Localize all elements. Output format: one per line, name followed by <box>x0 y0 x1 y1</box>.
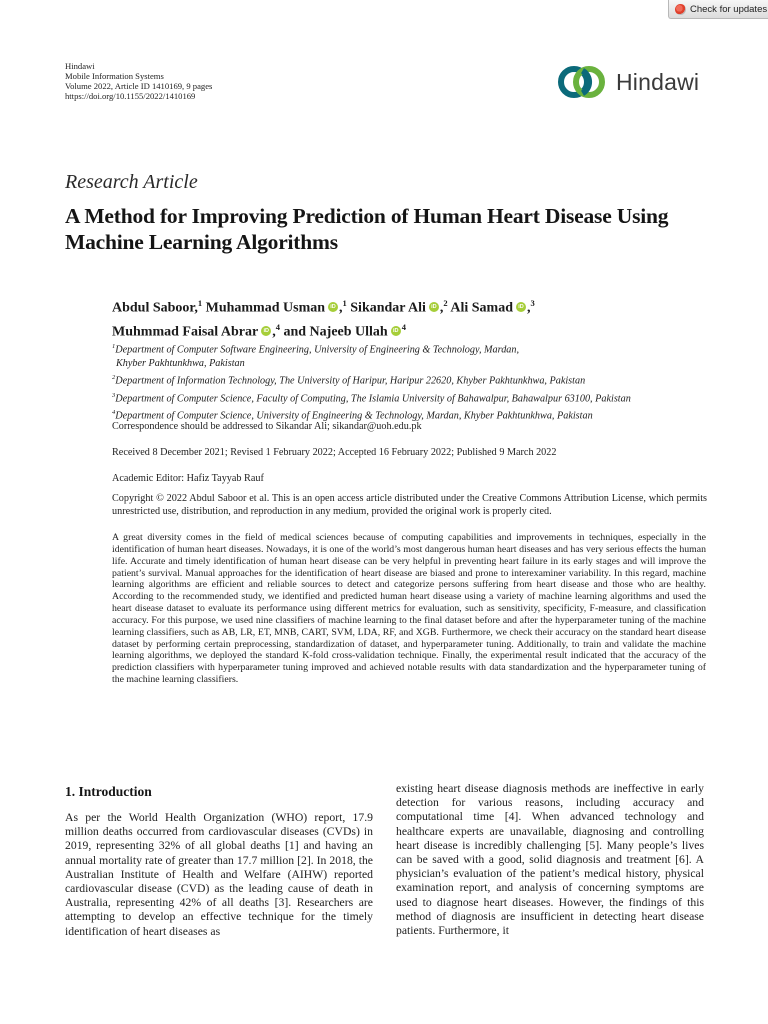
hindawi-logo-text: Hindawi <box>616 68 700 95</box>
orcid-icon[interactable] <box>328 302 338 312</box>
crossmark-icon <box>675 4 686 15</box>
copyright-notice: Copyright © 2022 Abdul Saboor et al. This is an open access article distributed under the Creative Commons Attribution License, which permits unrestricted use, distribution, and reproduction in any medium, provided the original work is properly cited. <box>112 493 707 517</box>
author-list: Abdul Saboor,$^1$ Muhammad UsmaniD ,$^1$ Sikandar AliiD ,$^2$ Ali SamadiD ,$^3$ Muhmmad Faisal AbrariD ,$^4$ and Najeeb UllahiD $^4$ <box>112 294 712 341</box>
affiliation-item <box>112 389 722 406</box>
author-affil-sup: 4 <box>401 321 406 332</box>
author-name[interactable]: and Najeeb Ullah <box>283 324 388 340</box>
orcid-icon[interactable] <box>516 302 526 312</box>
affiliation-number: 2 <box>112 374 116 382</box>
orcid-icon[interactable] <box>391 326 401 336</box>
hindawi-rings-icon <box>556 62 608 102</box>
academic-editor: Academic Editor: Hafiz Tayyab Rauf <box>112 473 264 484</box>
orcid-icon[interactable] <box>429 302 439 312</box>
orcid-icon[interactable] <box>261 326 271 336</box>
author-name[interactable]: Muhmmad Faisal Abrar <box>112 324 259 340</box>
section-heading: 1. Introduction <box>65 784 152 799</box>
author-name[interactable]: Sikandar Ali <box>350 300 426 316</box>
affiliation-item <box>112 371 722 388</box>
journal-meta <box>65 61 212 101</box>
publication-dates: Received 8 December 2021; Revised 1 February 2022; Accepted 16 February 2022; Published 9 March 2022 <box>112 447 557 458</box>
correspondence: Correspondence should be addressed to Sikandar Ali; sikandar@uoh.edu.pk <box>112 421 422 432</box>
volume-info: Volume 2022, Article ID 1410169, 9 pages <box>65 81 213 91</box>
author-name[interactable]: Ali Samad <box>450 300 513 316</box>
author-affil-sup: 2 <box>443 298 448 308</box>
affiliation-text: Department of Information Technology, The University of Haripur, Haripur 22620, Khyber Pakhtunkhwa, Pakistan <box>115 375 586 387</box>
publisher-name: Hindawi <box>65 61 95 71</box>
affiliation-continuation: Khyber Pakhtunkhwa, Pakistan <box>116 358 245 370</box>
check-for-updates-label: Check for updates <box>690 3 768 15</box>
author-name[interactable]: Abdul Saboor, <box>112 300 198 316</box>
abstract: A great diversity comes in the field of medical sciences because of computing capabilities and improvements in techniques, especially in the identification of human heart diseases. Nowadays, it is one of the world’s most dangerous human heart diseases and has very serious effects the human life. Accurate and timely identification of human heart disease can be very helpful in preventing heart failure in its early stages and will improve the patient’s survival. Manual approaches for the identification of heart disease are biased and prone to interexaminer variability. In this regard, machine learning algorithms are efficient and reliable sources to detect and categorize persons suffering from heart disease and those who are healthy. According to the recommended study, we identified and predicted human heart disease using a variety of machine learning algorithms and used the heart disease dataset to evaluate its performance using different metrics for evaluation, such as sensitivity, specificity, F-measure, and classification accuracy. For this purpose, we used nine classifiers of machine learning to the final dataset before and after the hyperparameter tuning of the machine learning classifiers, such as AB, LR, ET, MNB, CART, SVM, LDA, RF, and XGB. Furthermore, we check their accuracy on the standard heart disease dataset by performing certain preprocessing, standardization of dataset, and hyperparameter tuning. Additionally, to train and validate the machine learning algorithms, we deployed the standard K-fold cross-validation technique. Finally, the experimental result indicated that the accuracy of the prediction classifiers with hyperparameter tuning improved and achieved notable results with data standardization and the hyperparameter tuning of the machine learning classifiers. <box>112 532 706 686</box>
author-name[interactable]: Muhammad Usman <box>205 300 326 316</box>
affiliation-text: Department of Computer Science, University of Engineering & Technology, Mardan, Khyber Pakhtunkhwa, Pakistan <box>115 410 593 422</box>
affiliation-number: 4 <box>112 409 116 417</box>
body-column-left: As per the World Health Organization (WHO) report, 17.9 million deaths occurred from cardiovascular diseases (CVDs) in 2019, representing 32% of all global deaths [1] and having an annual mortality rate of greater than 17.7 million [2]. In 2018, the Australian Institute of Health and Welfare (AIHW) reported cardiovascular disease (CVD) as the leading cause of death in Australia, representing 42% of all deaths [3]. Researchers are attempting to develop an effective technique for the timely identification of heart diseases as <box>65 811 373 938</box>
affiliation-item <box>112 340 722 357</box>
author-affil-sup: 4 <box>275 321 280 332</box>
author-affil-sup: 1 <box>197 298 203 308</box>
author-affil-sup: 1 <box>342 298 347 308</box>
affiliation-number: 3 <box>112 391 116 399</box>
author-affil-sup: 3 <box>530 298 535 308</box>
affiliation-text: Department of Computer Science, Faculty of Computing, The Islamia University of Bahawalpur, Bahawalpur 63100, Pakistan <box>115 393 631 405</box>
doi-link[interactable]: https://doi.org/10.1155/2022/1410169 <box>65 91 196 101</box>
journal-name: Mobile Information Systems <box>65 71 164 81</box>
affiliations <box>112 340 722 424</box>
check-for-updates-button[interactable] <box>668 0 768 19</box>
affiliation-text: Department of Computer Software Engineering, University of Engineering & Technology, Mardan, <box>115 344 520 356</box>
article-type: Research Article <box>65 171 198 193</box>
article-title: A Method for Improving Prediction of Human Heart Disease Using Machine Learning Algorithms <box>65 204 669 254</box>
body-column-right: existing heart disease diagnosis methods are ineffective in early detection for various reasons, including accuracy and computational time [4]. When advanced technology and healthcare experts are unavailable, diagnosing and controlling heart disease is incredibly challenging [5]. Many people’s lives can be saved with a good, solid diagnosis and treatment [6]. A physician’s evaluation of the patient’s medical history, physical examination report, and analysis of concerning symptoms are used to diagnose heart diseases. However, the findings of this method of diagnosis are insufficient in detecting heart disease patients. Furthermore, it <box>396 782 704 938</box>
affiliation-number: 1 <box>112 343 116 350</box>
hindawi-logo <box>556 60 706 104</box>
